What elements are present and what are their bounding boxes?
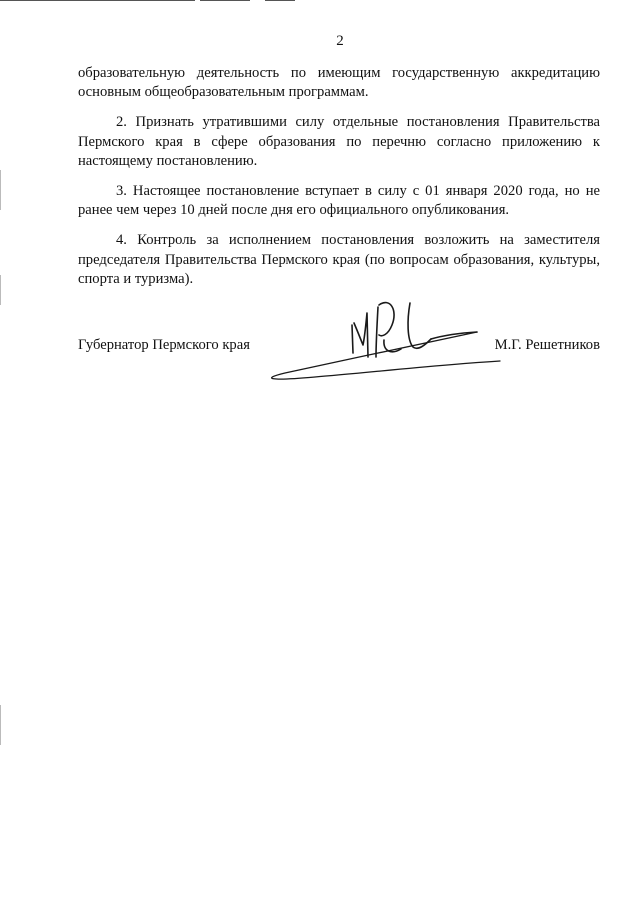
- paragraph-item-3: 3. Настоящее постановление вступает в силу с 01 января 2020 года, но не ранее чем через 10 дней после дня его официального опубликования.: [78, 183, 600, 219]
- page-number: 2: [336, 33, 344, 49]
- paragraph-item-2: 2. Признать утратившими силу отдельные постановления Правительства Пермского края в сфере образования по перечню согласно приложению к настоящему постановлению.: [78, 114, 600, 169]
- signatory-name: М.Г. Решетников: [494, 337, 600, 353]
- document-body: [78, 64, 600, 300]
- signatory-position: Губернатор Пермского края: [78, 337, 250, 353]
- scan-edge-mark: [0, 705, 1, 745]
- paragraph-item-4: 4. Контроль за исполнением постановления возложить на заместителя председателя Правительства Пермского края (по вопросам образования, культуры, спорта и туризма).: [78, 232, 600, 287]
- scan-edge-mark: [0, 275, 1, 305]
- paragraph-continuation: образовательную деятельность по имеющим государственную аккредитацию основным общеобразовательным программам.: [78, 65, 600, 101]
- top-scan-rule: [0, 0, 195, 1]
- handwritten-signature: [255, 285, 510, 385]
- top-scan-rule: [200, 0, 250, 1]
- scan-edge-mark: [0, 170, 1, 210]
- top-scan-rule: [265, 0, 295, 1]
